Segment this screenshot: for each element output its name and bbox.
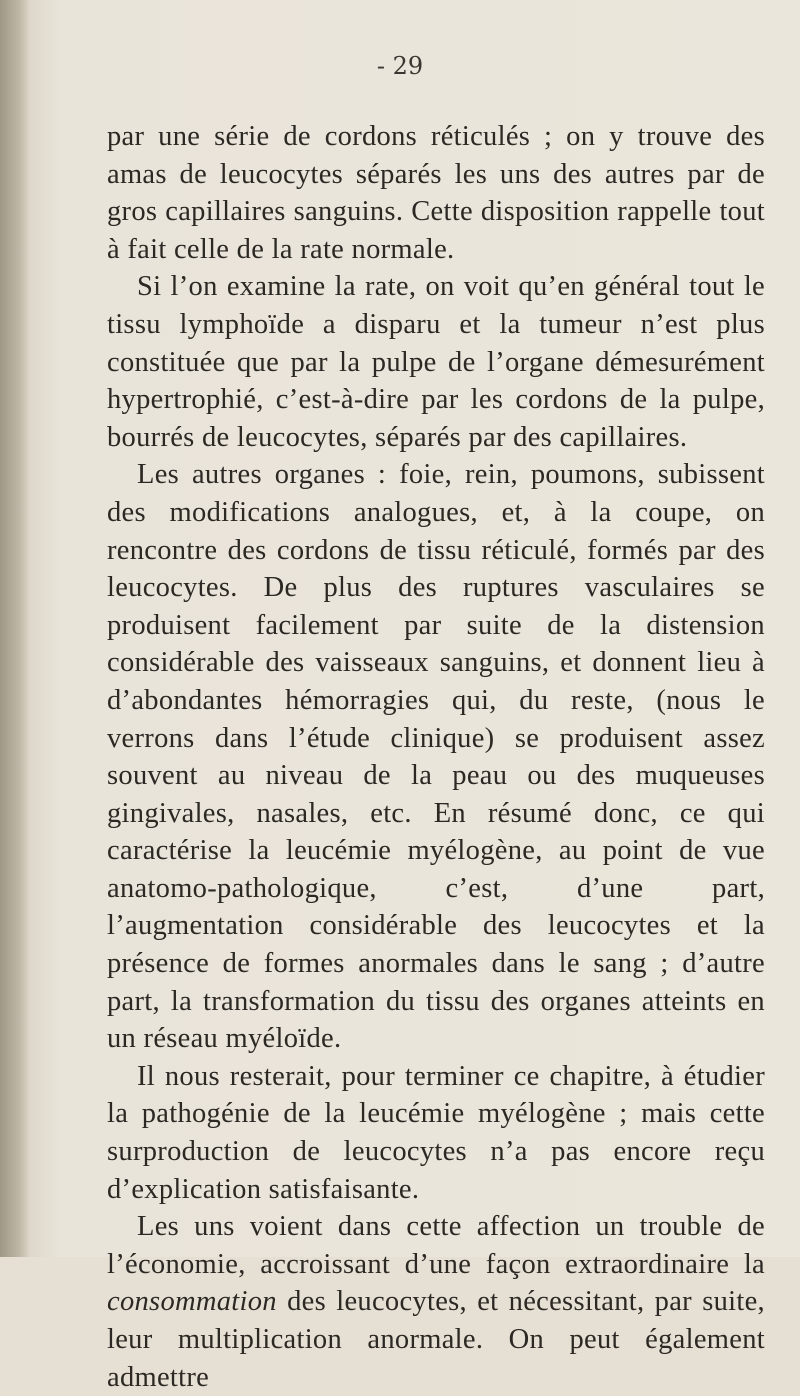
paragraph-2: Si l’on examine la rate, on voit qu’en général tout le tissu lymphoïde a disparu et la tumeur n’est plus constituée que par la pulpe de l’organe démesurément hypertrophié, c’est-à-dire par les cordons de la pulpe, bourrés de leucocytes, séparés par des capillaires. (107, 271, 765, 453)
paragraph-5 (107, 1208, 765, 1396)
italic-term: consommation (107, 1286, 277, 1318)
body-text (107, 118, 765, 1396)
paragraph-1: par une série de cordons réticulés ; on y trouve des amas de leucocytes séparés les uns des autres par de gros capillaires sanguins. Cette disposition rappelle tout à fait celle de la rate normale. (107, 121, 765, 265)
paragraph-4: Il nous resterait, pour terminer ce chapitre, à étudier la pathogénie de la leucémie myélogène ; mais cette surproduction de leucocytes n’a pas encore reçu d’explication satisfaisante. (107, 1060, 765, 1205)
paragraph-5-end: des leucocytes, et nécessitant, par suite, leur multiplication anormale. On peut également admettre (107, 1286, 765, 1393)
paragraph-3: Les autres organes : foie, rein, poumons, subissent des modifications analogues, et, à la coupe, on rencontre des cordons de tissu réticulé, formés par des leucocytes. De plus des ruptures vasculaires se produisent facilement par suite de la distension considérable des vaisseaux sanguins, et donnent lieu à d’abondantes hémorragies qui, du reste, (nous le verrons dans l’étude clinique) se produisent assez souvent au niveau de la peau ou des muqueuses gingivales, nasales, etc. En résumé donc, ce qui caractérise la leucémie myélogène, au point de vue anatomo-pathologique, c’est, d’une part, l’augmentation considérable des leucocytes et la présence de formes anormales dans le sang ; d’autre part, la transformation du tissu des organes atteints en un réseau myéloïde. (107, 459, 765, 1055)
paragraph-5-start: Les uns voient dans cette affection un trouble de l’économie, accroissant d’une façon extraordinaire la (107, 1211, 765, 1280)
binding-gutter (0, 0, 30, 1257)
page-number: - 29 (376, 52, 424, 80)
